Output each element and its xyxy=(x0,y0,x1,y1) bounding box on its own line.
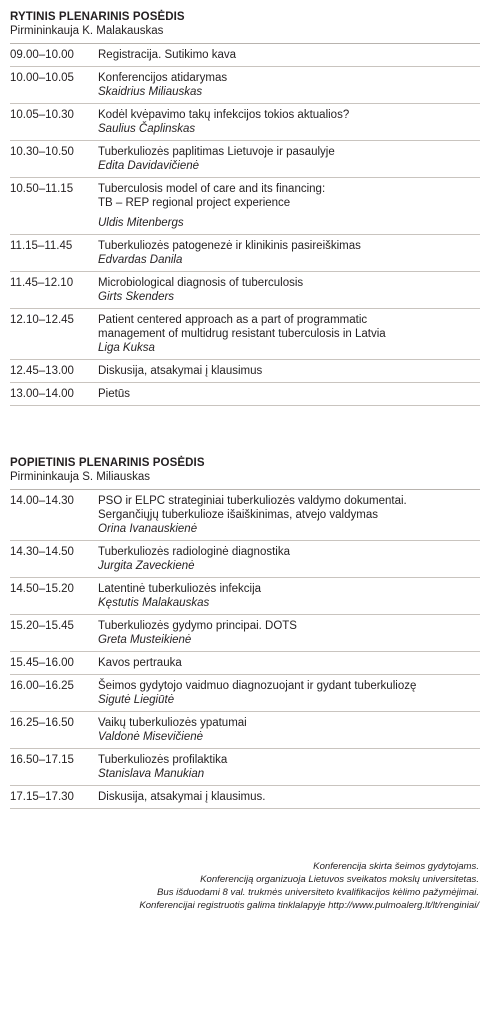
session-chair: Pirmininkauja S. Miliauskas xyxy=(10,471,150,483)
agenda-topic: Tuberkuliozės patogenezė ir klinikinis pasireiškimas xyxy=(98,240,361,252)
agenda-body xyxy=(98,753,480,781)
agenda-topic: Vaikų tuberkuliozės ypatumai xyxy=(98,717,247,729)
agenda-body xyxy=(98,619,480,647)
agenda-topic-continued: TB – REP regional project experience xyxy=(98,197,291,209)
agenda-row xyxy=(10,652,480,675)
agenda-row xyxy=(10,749,480,786)
agenda-body xyxy=(98,679,480,707)
footer-line: Konferenciją organizuoja Lietuvos sveikatos mokslų universitetas. xyxy=(200,874,479,885)
agenda-body xyxy=(98,494,480,536)
agenda-body xyxy=(98,71,480,99)
agenda-time: 14.30–14.50 xyxy=(10,546,74,558)
agenda-body xyxy=(98,276,480,304)
agenda-topic: Diskusija, atsakymai į klausimus xyxy=(98,365,263,377)
agenda-speaker: Valdonė Misevičienė xyxy=(98,731,204,743)
agenda-topic: Konferencijos atidarymas xyxy=(98,72,228,84)
agenda-topic: Patient centered approach as a part of programmatic xyxy=(98,314,368,326)
agenda-body xyxy=(98,182,480,230)
agenda-time: 16.00–16.25 xyxy=(10,680,74,692)
agenda-topic: Latentinė tuberkuliozės infekcija xyxy=(98,583,262,595)
agenda-time: 11.45–12.10 xyxy=(10,277,74,289)
session-title: POPIETINIS PLENARINIS POSĖDIS xyxy=(10,457,205,469)
agenda-topic: Kodėl kvėpavimo takų infekcijos tokios aktualios? xyxy=(98,109,350,121)
agenda-list xyxy=(10,44,480,406)
agenda-time: 10.30–10.50 xyxy=(10,146,74,158)
agenda-time: 10.00–10.05 xyxy=(10,72,74,84)
agenda-time: 14.50–15.20 xyxy=(10,583,74,595)
agenda-speaker: Edita Davidavičienė xyxy=(98,160,200,172)
agenda-time: 17.15–17.30 xyxy=(10,791,74,803)
agenda-time: 11.15–11.45 xyxy=(10,240,73,252)
agenda-body xyxy=(98,716,480,744)
footer-notes xyxy=(139,860,479,912)
agenda-row xyxy=(10,541,480,578)
agenda-time: 16.25–16.50 xyxy=(10,717,74,729)
agenda-body xyxy=(98,313,480,355)
agenda-body xyxy=(98,145,480,173)
agenda-row xyxy=(10,67,480,104)
agenda-time: 10.05–10.30 xyxy=(10,109,74,121)
agenda-row xyxy=(10,235,480,272)
agenda-topic: Diskusija, atsakymai į klausimus. xyxy=(98,791,266,803)
agenda-row xyxy=(10,383,480,406)
agenda-topic-continued: Sergančiųjų tuberkulioze išaiškinimas, atvejo valdymas xyxy=(98,509,378,521)
agenda-body xyxy=(98,582,480,610)
agenda-speaker: Kęstutis Malakauskas xyxy=(98,597,210,609)
agenda-row xyxy=(10,309,480,360)
agenda-speaker: Saulius Čaplinskas xyxy=(98,123,196,135)
agenda-row xyxy=(10,44,480,67)
agenda-row xyxy=(10,786,480,809)
agenda-body xyxy=(98,239,480,267)
footer-line: Konferencija skirta šeimos gydytojams. xyxy=(313,861,479,872)
agenda-row xyxy=(10,272,480,309)
agenda-topic: Microbiological diagnosis of tuberculosis xyxy=(98,277,304,289)
agenda-time: 10.50–11.15 xyxy=(10,183,74,195)
footer-line: Bus išduodami 8 val. trukmės universiteto kvalifikacijos kėlimo pažymėjimai. xyxy=(156,887,479,898)
agenda-speaker: Edvardas Danila xyxy=(98,254,183,266)
agenda-body xyxy=(98,48,480,62)
agenda-row xyxy=(10,104,480,141)
agenda-speaker: Skaidrius Miliauskas xyxy=(98,86,203,98)
agenda-row xyxy=(10,712,480,749)
agenda-time: 14.00–14.30 xyxy=(10,495,74,507)
afternoon-session xyxy=(10,456,480,809)
agenda-row xyxy=(10,360,480,383)
agenda-speaker: Uldis Mitenbergs xyxy=(98,217,184,229)
agenda-speaker: Orina Ivanauskienė xyxy=(98,523,198,535)
agenda-row xyxy=(10,141,480,178)
agenda-row xyxy=(10,490,480,541)
agenda-time: 13.00–14.00 xyxy=(10,388,74,400)
agenda-topic: Kavos pertrauka xyxy=(98,657,182,669)
agenda-time: 09.00–10.00 xyxy=(10,49,74,61)
agenda-speaker: Stanislava Manukian xyxy=(98,768,205,780)
agenda-time: 15.45–16.00 xyxy=(10,657,74,669)
agenda-body xyxy=(98,108,480,136)
agenda-topic: Tuberkuliozės radiologinė diagnostika xyxy=(98,546,290,558)
agenda-speaker: Girts Skenders xyxy=(98,291,175,303)
session-title: RYTINIS PLENARINIS POSĖDIS xyxy=(10,11,185,23)
agenda-topic: PSO ir ELPC strateginiai tuberkuliozės valdymo dokumentai. xyxy=(98,495,407,507)
agenda-topic: Tuberculosis model of care and its financing: xyxy=(98,183,326,195)
session-chair: Pirmininkauja K. Malakauskas xyxy=(10,25,164,37)
agenda-topic: Tuberkuliozės paplitimas Lietuvoje ir pasaulyje xyxy=(98,146,335,158)
agenda-row xyxy=(10,615,480,652)
agenda-topic: Registracija. Sutikimo kava xyxy=(98,49,237,61)
agenda-topic: Šeimos gydytojo vaidmuo diagnozuojant ir gydant tuberkuliozę xyxy=(98,680,417,692)
agenda-time: 12.45–13.00 xyxy=(10,365,74,377)
footer-line: Konferencijai registruotis galima tinklalapyje http://www.pulmoalerg.lt/lt/renginiai/ xyxy=(139,900,479,911)
agenda-speaker: Sigutė Liegiūtė xyxy=(98,694,175,706)
agenda-speaker: Liga Kuksa xyxy=(98,342,155,354)
agenda-row xyxy=(10,578,480,615)
agenda-body xyxy=(98,656,480,670)
agenda-time: 15.20–15.45 xyxy=(10,620,74,632)
agenda-list xyxy=(10,490,480,809)
agenda-topic: Tuberkuliozės gydymo principai. DOTS xyxy=(98,620,297,632)
agenda-row xyxy=(10,675,480,712)
agenda-time: 16.50–17.15 xyxy=(10,754,74,766)
agenda-speaker: Greta Musteikienė xyxy=(98,634,192,646)
agenda-body xyxy=(98,387,480,401)
agenda-topic-continued: management of multidrug resistant tuberculosis in Latvia xyxy=(98,328,386,340)
agenda-body xyxy=(98,545,480,573)
agenda-topic: Pietūs xyxy=(98,388,130,400)
agenda-body xyxy=(98,790,480,804)
agenda-row xyxy=(10,178,480,235)
agenda-speaker: Jurgita Zaveckienė xyxy=(98,560,195,572)
agenda-time: 12.10–12.45 xyxy=(10,314,74,326)
agenda-topic: Tuberkuliozės profilaktika xyxy=(98,754,228,766)
agenda-body xyxy=(98,364,480,378)
morning-session xyxy=(10,10,480,406)
